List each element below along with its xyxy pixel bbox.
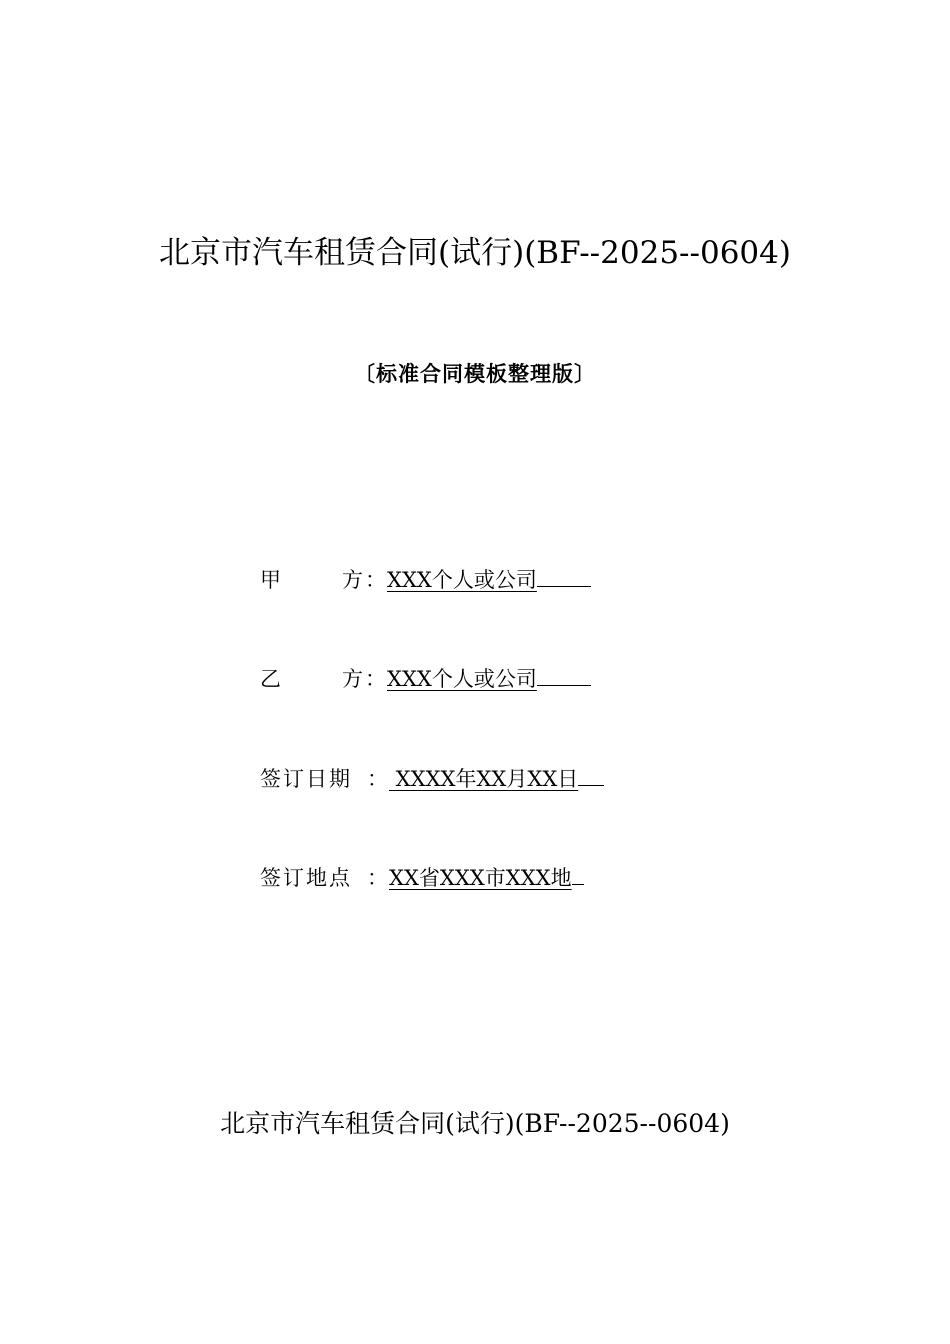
party-b-label	[260, 663, 365, 695]
party-a-value: XXX个人或公司	[387, 568, 537, 592]
signing-place-value: XX省XXX市XXX地	[389, 866, 572, 890]
signing-date-field	[260, 759, 604, 791]
signing-place-underline-tail	[572, 858, 584, 885]
signing-place-field	[260, 858, 584, 890]
signing-date-colon: ：	[367, 767, 388, 791]
party-b-underline-tail	[537, 659, 591, 686]
party-b-label-last: 方	[342, 667, 365, 691]
signing-date-underline-tail	[578, 759, 604, 786]
party-b-colon: ：	[365, 667, 386, 691]
signing-place-colon: ：	[367, 866, 388, 890]
party-a-label	[260, 564, 365, 596]
party-a-colon: ：	[365, 568, 386, 592]
party-a-label-last: 方	[342, 568, 365, 592]
footer-title: 北京市汽车租赁合同(试行)(BF--2025--0604)	[220, 1109, 730, 1138]
signing-date-label: 签订日期	[260, 767, 352, 791]
signing-place-label: 签订地点	[260, 866, 352, 890]
party-b-value: XXX个人或公司	[387, 667, 537, 691]
party-b-field	[260, 659, 591, 691]
party-b-label-first: 乙	[260, 667, 283, 691]
document-subtitle: 〔标准合同模板整理版〕	[354, 361, 596, 386]
document-title: 北京市汽车租赁合同(试行)(BF--2025--0604)	[159, 235, 791, 271]
party-a-underline-tail	[537, 560, 591, 587]
party-a-field	[260, 560, 591, 592]
party-a-label-first: 甲	[260, 568, 283, 592]
signing-date-value: XXXX年XX月XX日	[389, 767, 579, 791]
